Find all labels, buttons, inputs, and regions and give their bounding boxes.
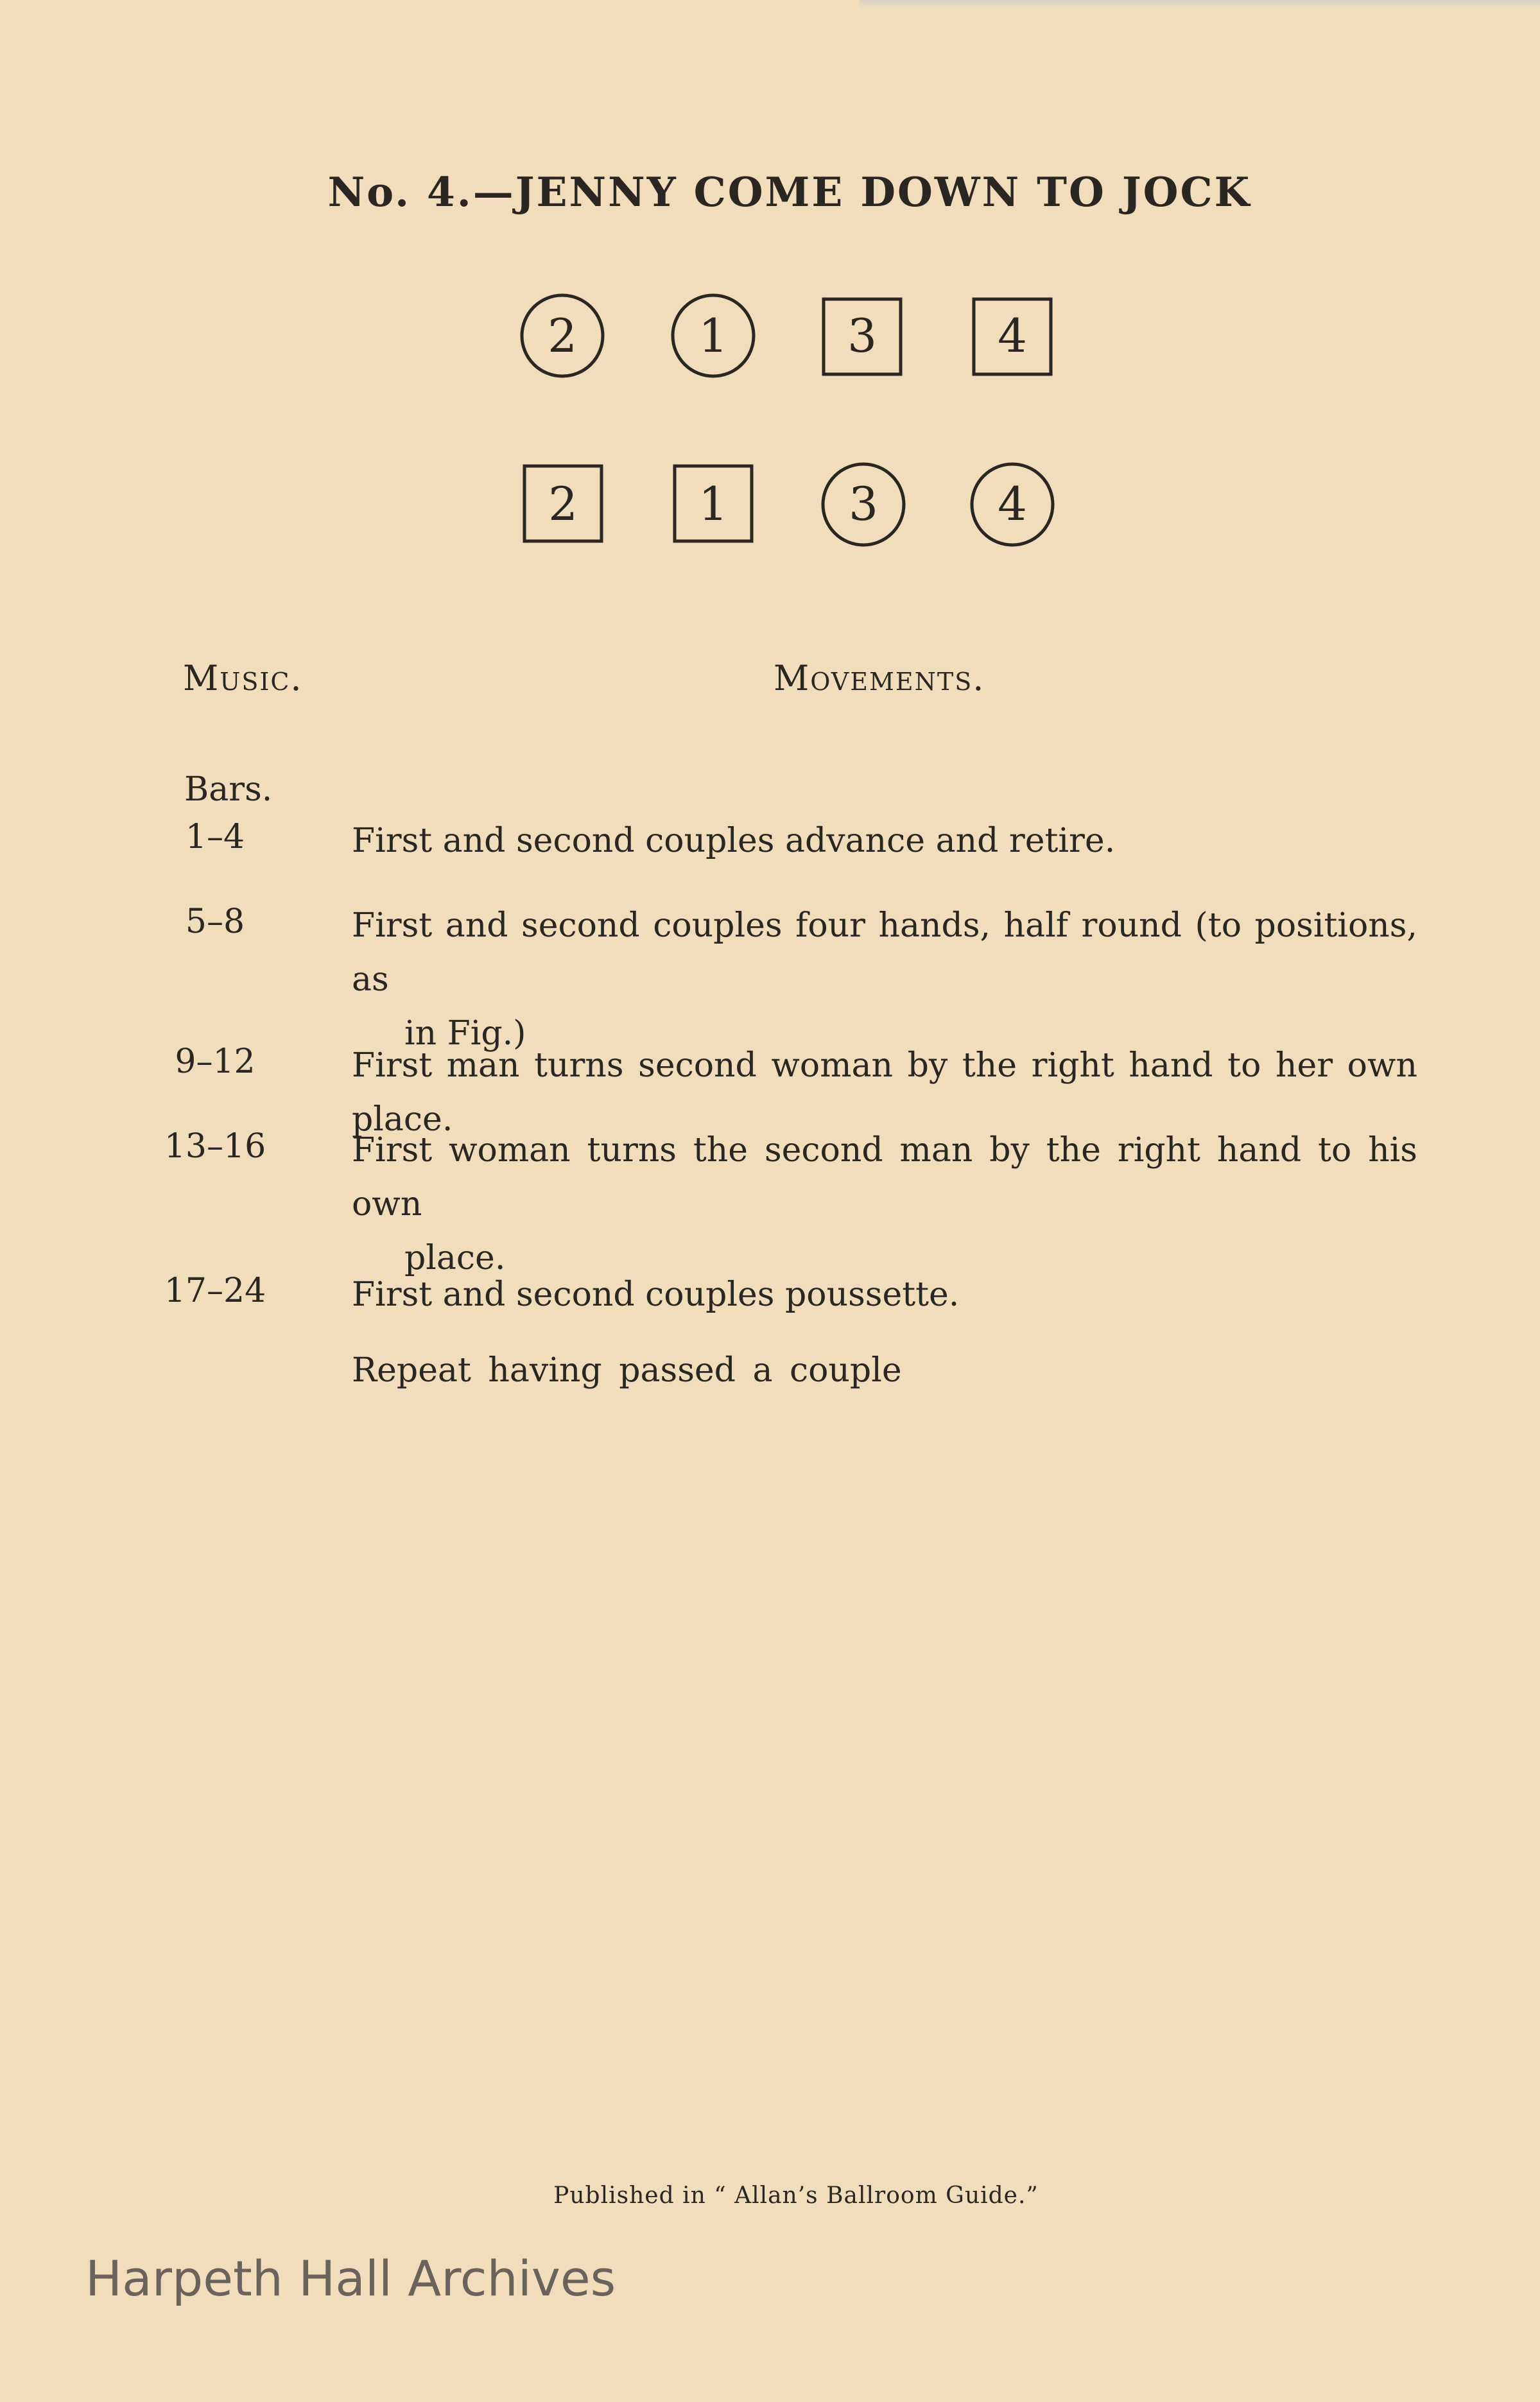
bar-range: 1–4 [185, 818, 245, 856]
movement-description [352, 899, 1417, 1060]
movement-text: First and second couples advance and retire. [352, 822, 1116, 860]
movement-description [352, 814, 1417, 868]
bar-range: 9–12 [175, 1042, 255, 1081]
position-top-4-number: 4 [998, 309, 1027, 363]
movements-column-heading: Movements. [774, 658, 985, 698]
music-column-heading: Music. [183, 658, 303, 698]
position-bottom-3-number: 3 [849, 477, 878, 531]
position-top-2-number: 1 [698, 309, 728, 363]
bar-range: 13–16 [164, 1127, 266, 1166]
movement-text-continuation: in Fig.) [404, 1014, 526, 1053]
page-title: No. 4.—JENNY COME DOWN TO JOCK [327, 168, 1252, 216]
repeat-instruction: Repeat having passed a couple [352, 1351, 902, 1390]
position-top-1-number: 2 [548, 309, 577, 363]
bar-range: 5–8 [185, 903, 245, 941]
movement-text: First woman turns the second man by the right hand to his own [352, 1131, 1417, 1223]
movement-description [352, 1123, 1417, 1285]
bars-heading: Bars. [184, 770, 273, 809]
position-bottom-4-number: 4 [998, 477, 1027, 531]
movement-description [352, 1268, 1417, 1322]
bar-range: 17–24 [164, 1272, 266, 1310]
movement-text: First man turns second woman by the right hand to her own place. [352, 1046, 1417, 1139]
movement-text: First and second couples poussette. [352, 1275, 960, 1314]
movement-text-continuation: place. [404, 1239, 506, 1277]
position-top-3-number: 3 [847, 309, 877, 363]
position-bottom-1-number: 2 [548, 477, 578, 531]
archive-watermark: Harpeth Hall Archives [85, 2250, 616, 2307]
dance-figure-diagram [0, 0, 1540, 580]
movement-text: First and second couples four hands, half round (to positions, as [352, 906, 1417, 999]
publication-note: Published in “ Allan’s Ballroom Guide.” [553, 2182, 1039, 2209]
position-bottom-2-number: 1 [698, 477, 728, 531]
